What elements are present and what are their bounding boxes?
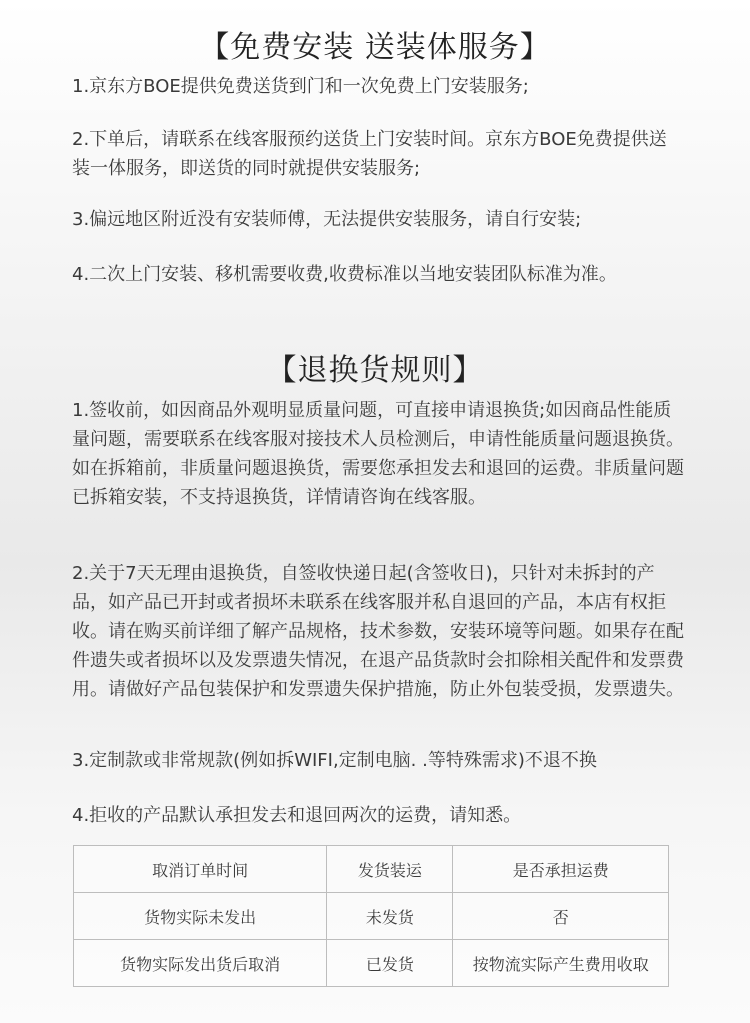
header-cancel-time: 取消订单时间 xyxy=(74,846,327,893)
table-cell: 已发货 xyxy=(327,940,453,987)
install-item-4: 4.二次上门安装、移机需要收费,收费标准以当地安装团队标准为准。 xyxy=(72,264,617,285)
table-cell: 否 xyxy=(453,893,669,940)
header-shipping-status: 发货装运 xyxy=(327,846,453,893)
returns-item-4: 4.拒收的产品默认承担发去和退回两次的运费，请知悉。 xyxy=(72,805,522,826)
install-item-3: 3.偏远地区附近没有安装师傅，无法提供安装服务，请自行安装; xyxy=(72,209,582,230)
header-fee-responsibility: 是否承担运费 xyxy=(453,846,669,893)
table-cell: 货物实际发出货后取消 xyxy=(74,940,327,987)
table-cell: 货物实际未发出 xyxy=(74,893,327,940)
table-row xyxy=(74,940,669,987)
install-item-1: 1.京东方BOE提供免费送货到门和一次免费上门安装服务; xyxy=(72,76,529,97)
table-header-row xyxy=(74,846,669,893)
returns-section-title: 【退换货规则】 xyxy=(266,353,484,388)
table-cell: 按物流实际产生费用收取 xyxy=(453,940,669,987)
install-section-title: 【免费安装 送装体服务】 xyxy=(199,30,551,65)
returns-item-3: 3.定制款或非常规款(例如拆WIFI,定制电脑. .等特殊需求)不退不换 xyxy=(72,750,597,771)
install-item-2: 2.下单后，请联系在线客服预约送货上门安装时间。京东方BOE免费提供送装一体服务，即送货的同时就提供安装服务; xyxy=(72,129,667,179)
table-row xyxy=(74,893,669,940)
shipping-fee-table xyxy=(73,845,669,987)
table-cell: 未发货 xyxy=(327,893,453,940)
returns-item-1: 1.签收前，如因商品外观明显质量问题，可直接申请退换货;如因商品性能质量问题，需要联系在线客服对接技术人员检测后，申请性能质量问题退换货。如在拆箱前，非质量问题退换货，需要您承担发去和退回的运费。非质量问题已拆箱安装，不支持退换货，详情请咨询在线客服。 xyxy=(72,400,684,508)
returns-item-2: 2.关于7天无理由退换货，自签收快递日起(含签收日)，只针对未拆封的产品，如产品已开封或者损坏未联系在线客服并私自退回的产品，本店有权拒收。请在购买前详细了解产品规格，技术参数，安装环境等问题。如果存在配件遗失或者损坏以及发票遗失情况，在退产品货款时会扣除相关配件和发票费用。请做好产品包装保护和发票遗失保护措施，防止外包装受损，发票遗失。 xyxy=(72,563,684,700)
